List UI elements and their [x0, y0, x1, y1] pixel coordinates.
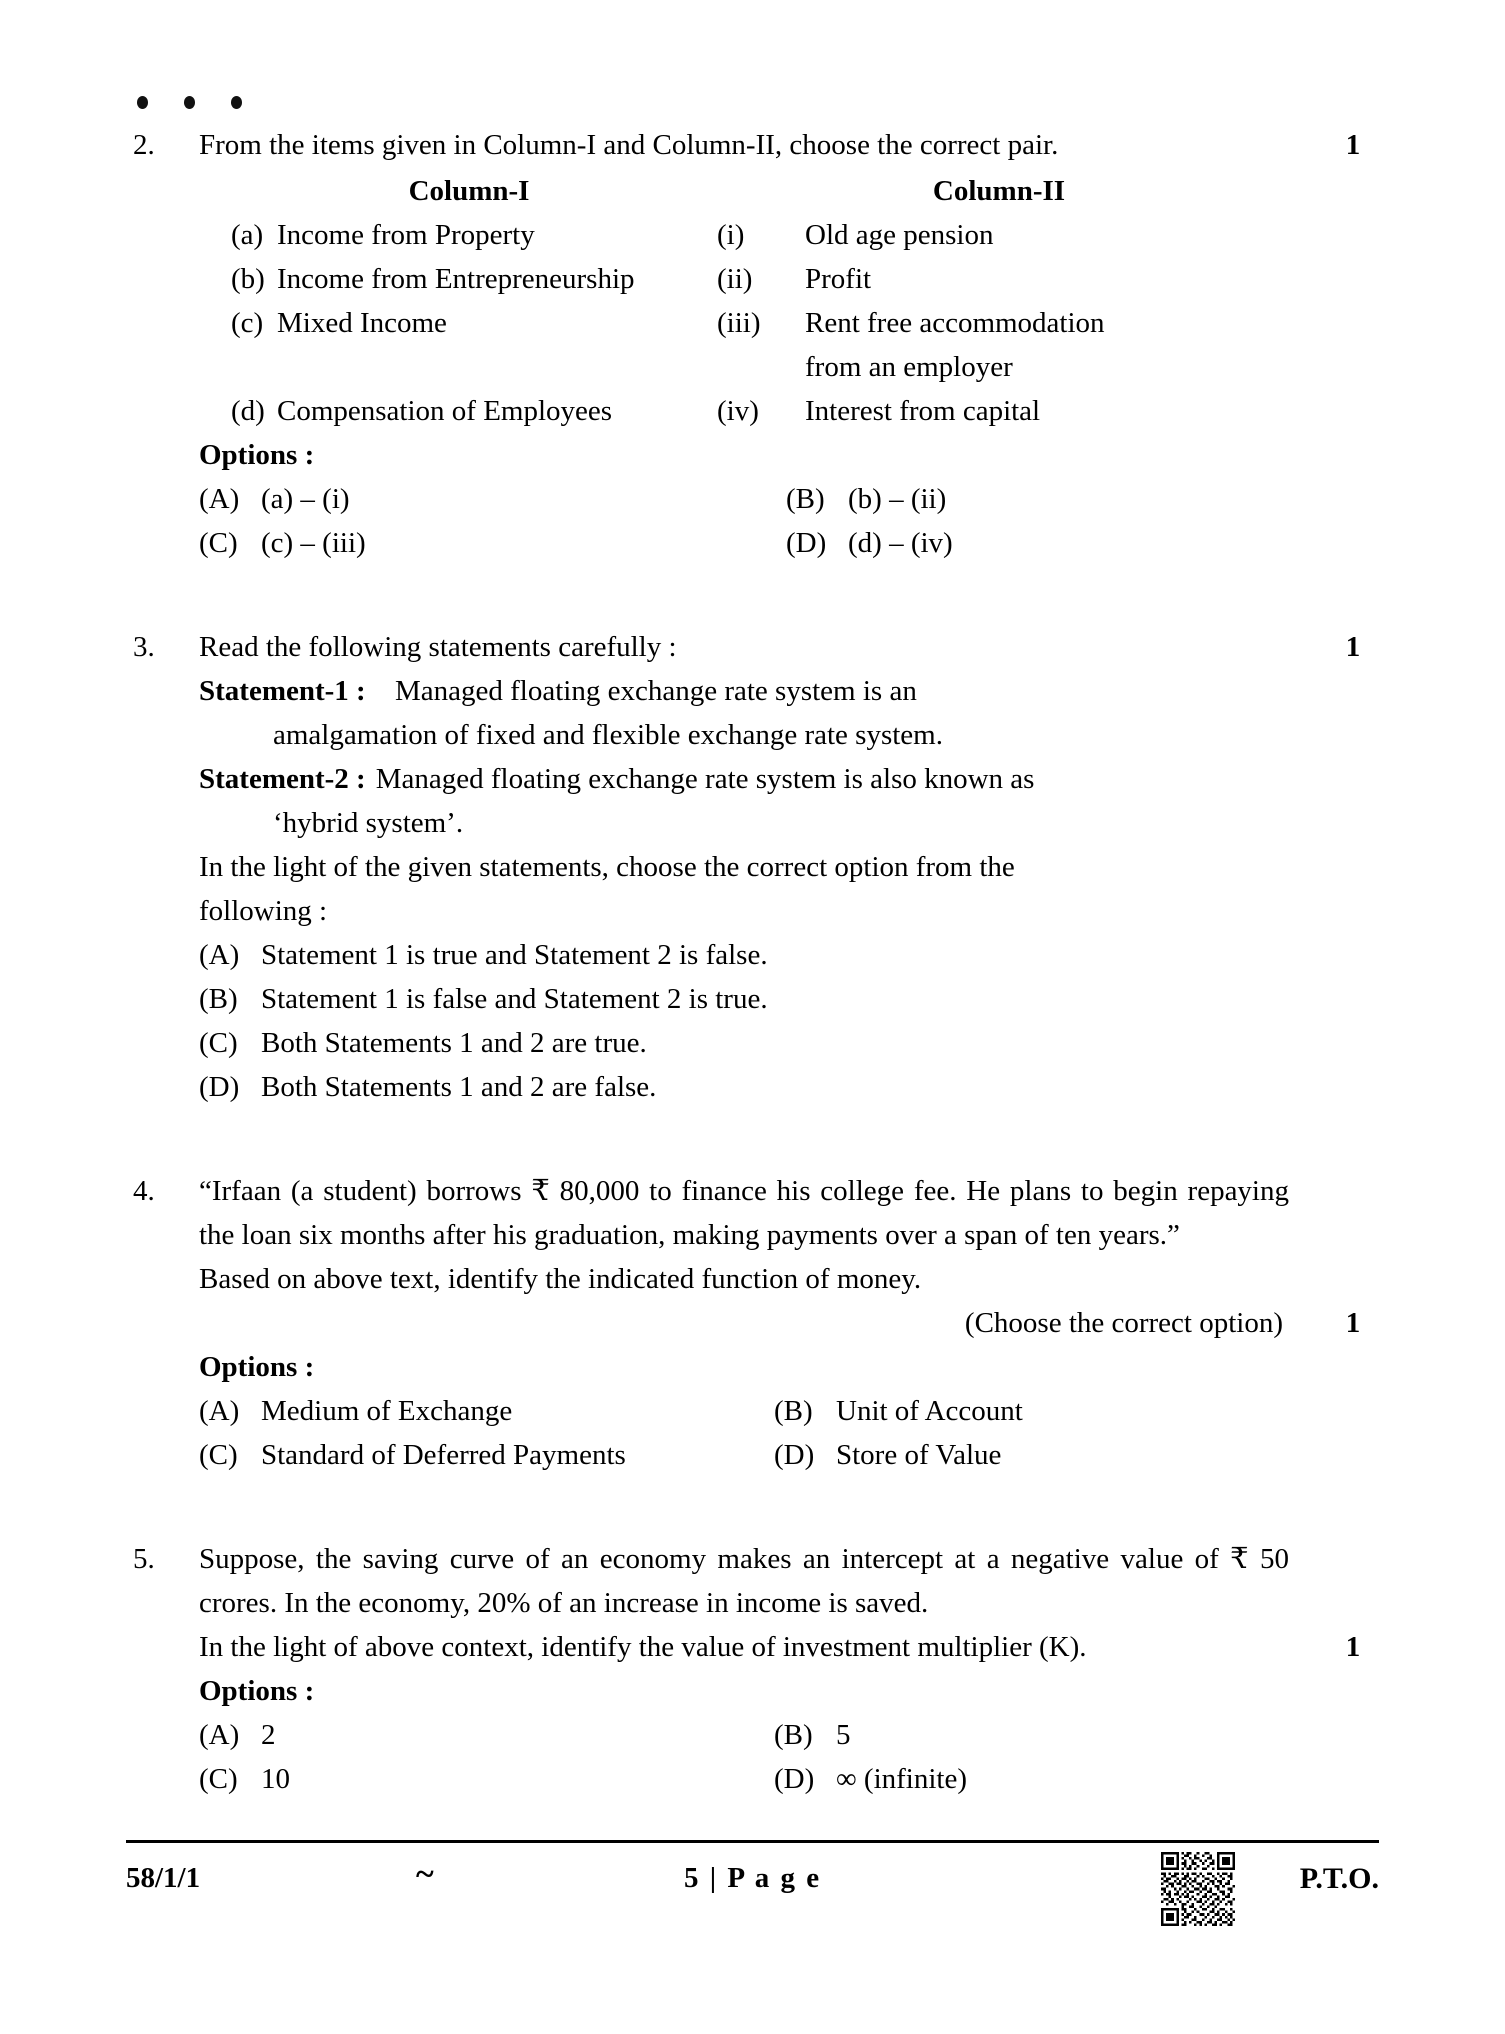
dot-icon	[184, 96, 195, 109]
match-right-label: (iv)	[717, 395, 759, 427]
option-d[interactable]	[786, 521, 1373, 565]
option-c-tag: (C)	[199, 1027, 238, 1059]
question-3-options	[199, 933, 1373, 1109]
option-a[interactable]	[199, 1389, 774, 1433]
option-a[interactable]	[199, 1713, 774, 1757]
option-b-text: 5	[836, 1719, 851, 1751]
statement-1	[199, 669, 1373, 713]
option-a-text: Statement 1 is true and Statement 2 is false.	[261, 939, 768, 971]
option-d-text: (d) – (iv)	[848, 527, 953, 559]
tilde-mark: ~	[416, 1856, 434, 1893]
match-left-label: (b)	[231, 263, 265, 295]
option-d-tag: (D)	[786, 527, 827, 559]
question-3-marks: 1	[1345, 631, 1361, 663]
match-right-label: (iii)	[717, 307, 761, 339]
statement-2	[199, 757, 1373, 801]
match-row	[199, 301, 1373, 389]
option-d[interactable]	[774, 1433, 1373, 1477]
option-c-text: Standard of Deferred Payments	[261, 1439, 626, 1471]
statement-2-continued: ‘hybrid system’.	[273, 807, 464, 839]
option-a-tag: (A)	[199, 1395, 240, 1427]
page-footer	[126, 1852, 1379, 1972]
match-right-label: (i)	[717, 219, 745, 251]
question-2-number: 2.	[133, 129, 155, 161]
question-3-number: 3.	[133, 631, 155, 663]
match-right-label: (ii)	[717, 263, 753, 295]
option-b-tag: (B)	[774, 1719, 813, 1751]
question-4-options-row-2	[199, 1433, 1373, 1477]
option-c[interactable]	[199, 1021, 1373, 1065]
option-d-text: Store of Value	[836, 1439, 1002, 1471]
option-b-tag: (B)	[774, 1395, 813, 1427]
option-a-text: 2	[261, 1719, 276, 1751]
spacer	[133, 1487, 1373, 1537]
page-number: 5 | P a g e	[683, 1862, 822, 1894]
statement-2-label: Statement-2 :	[199, 763, 366, 795]
option-b-text: Unit of Account	[836, 1395, 1023, 1427]
option-c-tag: (C)	[199, 527, 238, 559]
question-5-followup: In the light of above context, identify the value of investment multiplier (K).	[199, 1631, 1087, 1663]
question-4-marks: 1	[1345, 1307, 1361, 1339]
option-d-tag: (D)	[199, 1071, 240, 1103]
spacer	[133, 1119, 1373, 1169]
question-4-number: 4.	[133, 1175, 155, 1207]
option-a-tag: (A)	[199, 1719, 240, 1751]
column-headers	[199, 169, 1373, 213]
option-a[interactable]	[199, 933, 1373, 977]
question-4-options-row-1	[199, 1389, 1373, 1433]
match-row	[199, 389, 1373, 433]
option-b-text: Statement 1 is false and Statement 2 is true.	[261, 983, 768, 1015]
option-b[interactable]	[199, 977, 1373, 1021]
match-row	[199, 257, 1373, 301]
option-b[interactable]	[786, 477, 1373, 521]
question-5-marks: 1	[1345, 1631, 1361, 1663]
option-b[interactable]	[774, 1713, 1373, 1757]
option-d-text: Both Statements 1 and 2 are false.	[261, 1071, 657, 1103]
statement-1-continued: amalgamation of fixed and flexible exchange rate system.	[273, 719, 943, 751]
match-left-label: (a)	[231, 219, 264, 251]
match-row	[199, 213, 1373, 257]
statement-1-label: Statement-1 :	[199, 675, 366, 707]
option-c-text: Both Statements 1 and 2 are true.	[261, 1027, 647, 1059]
column-ii-header: Column-II	[932, 175, 1066, 207]
qr-code-icon	[1161, 1852, 1235, 1926]
question-5	[133, 1537, 1373, 1801]
option-d[interactable]	[774, 1757, 1373, 1801]
match-left-label: (d)	[231, 395, 265, 427]
option-d-tag: (D)	[774, 1763, 815, 1795]
match-right-text-wrap	[805, 301, 1205, 389]
option-a-text: (a) – (i)	[261, 483, 350, 515]
dot-icon	[137, 96, 148, 109]
question-5-options-row-1	[199, 1713, 1373, 1757]
question-2-marks: 1	[1345, 129, 1361, 161]
option-c[interactable]	[199, 521, 786, 565]
option-d-text: ∞ (infinite)	[836, 1763, 967, 1795]
match-left-text: Income from Entrepreneurship	[277, 263, 635, 295]
option-b[interactable]	[774, 1389, 1373, 1433]
question-4	[133, 1169, 1373, 1477]
spacer	[133, 575, 1373, 625]
match-left-text: Compensation of Employees	[277, 395, 613, 427]
option-b-text: (b) – (ii)	[848, 483, 947, 515]
match-left-text: Mixed Income	[277, 307, 447, 339]
question-2-options-heading: Options :	[199, 439, 315, 471]
option-c[interactable]	[199, 1757, 774, 1801]
question-5-options-row-2	[199, 1757, 1373, 1801]
footer-divider	[126, 1840, 1379, 1843]
pto-label: P.T.O.	[1299, 1862, 1379, 1895]
dot-icon	[231, 96, 242, 109]
option-c[interactable]	[199, 1433, 774, 1477]
decorative-dots	[133, 96, 1373, 109]
statement-1-text: Managed floating exchange rate system is an	[395, 675, 917, 707]
option-c-tag: (C)	[199, 1439, 238, 1471]
page-content	[133, 96, 1373, 1811]
match-left-label: (c)	[231, 307, 264, 339]
match-right-text: Profit	[805, 263, 872, 295]
option-d-tag: (D)	[774, 1439, 815, 1471]
question-2-prompt: From the items given in Column-I and Column-II, choose the correct pair.	[199, 129, 1059, 161]
question-2-options	[199, 477, 1373, 565]
paper-code: 58/1/1	[126, 1862, 201, 1894]
option-a-tag: (A)	[199, 939, 240, 971]
option-a-tag: (A)	[199, 483, 240, 515]
column-i-header: Column-I	[408, 175, 530, 207]
option-a-text: Medium of Exchange	[261, 1395, 513, 1427]
question-4-followup: Based on above text, identify the indicated function of money.	[199, 1263, 922, 1295]
question-2	[133, 123, 1373, 565]
match-right-text-continued: from an employer	[805, 351, 1013, 383]
question-3-instruction-line-1: In the light of the given statements, choose the correct option from the	[199, 851, 1015, 883]
match-right-text: Rent free accommodation	[805, 307, 1105, 339]
question-5-number: 5.	[133, 1543, 155, 1575]
option-b-tag: (B)	[786, 483, 825, 515]
match-right-text: Interest from capital	[805, 395, 1041, 427]
match-left-text: Income from Property	[277, 219, 535, 251]
option-c-text: (c) – (iii)	[261, 527, 366, 559]
question-5-options-heading: Options :	[199, 1675, 315, 1707]
match-right-text: Old age pension	[805, 219, 994, 251]
question-4-choose-note: (Choose the correct option)	[964, 1307, 1283, 1339]
question-3-prompt: Read the following statements carefully :	[199, 631, 677, 663]
option-a[interactable]	[199, 477, 786, 521]
question-5-prompt: Suppose, the saving curve of an economy makes an intercept at a negative value of ₹ 50 crores. In the economy, 20% of an increase in income is saved.	[199, 1543, 1289, 1619]
question-3	[133, 625, 1373, 1109]
option-d[interactable]	[199, 1065, 1373, 1109]
option-c-text: 10	[261, 1763, 290, 1795]
option-c-tag: (C)	[199, 1763, 238, 1795]
option-b-tag: (B)	[199, 983, 238, 1015]
question-3-instruction-line-2: following :	[199, 895, 328, 927]
question-4-options-heading: Options :	[199, 1351, 315, 1383]
statement-2-text: Managed floating exchange rate system is also known as	[375, 763, 1035, 795]
question-4-quote: “Irfaan (a student) borrows ₹ 80,000 to finance his college fee. He plans to begin repaying the loan six months after his graduation, making payments over a span of ten years.”	[199, 1175, 1289, 1251]
